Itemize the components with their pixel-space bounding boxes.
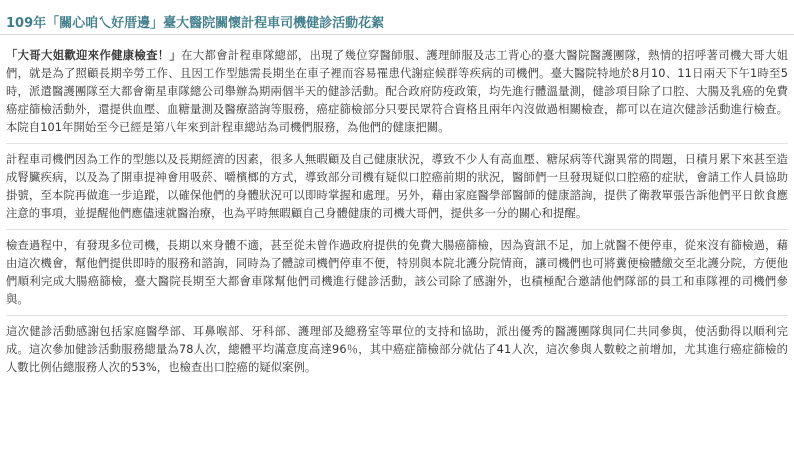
article-title: 109年「關心咱乀好厝邊」臺大醫院關懷計程車司機健診活動花絮	[6, 16, 385, 31]
paragraph-2: 計程車司機們因為工作的型態以及長期經濟的因素，很多人無暇顧及自己健康狀況，導致不少人有高血壓、糖尿病等代謝異常的問題，日積月累下來甚至造成腎臟疾病，以及為了開車提神會用吸菸、嚼檳榔的方式，導致部分司機有疑似口腔癌前期的狀況，醫師們一旦發現疑似口腔癌的症狀，會請工作人員協助掛號，至本院再做進一步追蹤，以確保他們的身體狀況可以即時掌握和處理。另外，藉由家庭醫學部醫師的健康諮詢，提供了衛教單張告訴他們平日飲食應注意的事項，並提醒他們應儘速就醫治療，也為平時無暇顧自己身體健康的司機大哥們，提供多一分的關心和提醒。	[6, 144, 788, 230]
paragraph-3: 檢查過程中，有發現多位司機，長期以來身體不適，甚至從未曾作過政府提供的免費大腸癌篩檢，因為資訊不足，加上就醫不便停車，從來沒有篩檢過，藉由這次機會，幫他們提供即時的服務和諮詢，同時為了體諒司機們停車不便，特別與本院北護分院情商，讓司機們也可將糞便檢體繳交至北護分院，方便他們順利完成大腸癌篩檢，臺大醫院長期至大都會車隊幫他們司機進行健診活動，該公司除了感謝外，也積極配合邀請他們隊部的員工和車隊裡的司機們參與。	[6, 230, 788, 316]
article-body	[6, 40, 788, 383]
paragraph-1	[6, 40, 788, 144]
title-divider	[0, 34, 794, 35]
paragraph-1-lead: 「大哥大姐歡迎來作健康檢查！」	[6, 49, 182, 62]
paragraph-1-text: 在大都會計程車隊總部，出現了幾位穿醫師服、護理師服及志工背心的臺大醫院醫護團隊，熱情的招呼著司機大哥大姐們，就是為了照顧長期辛勞工作、且因工作型態需長期坐在車子裡而容易罹患代謝症候群等疾病的司機們。臺大醫院特地於8月10、11日兩天下午1時至5時，派遣醫護團隊至大都會衛星車隊總公司舉辦為期兩個半天的健診活動。配合政府防疫政策，均先進行體溫量測，健診項目除了口腔、大腸及乳癌的免費癌症篩檢活動外，還提供血壓、血糖量測及醫療諮詢等服務，癌症篩檢部分只要民眾符合資格且兩年內沒做過相關檢查，都可以在這次健診活動進行檢查。本院自101年開始至今已經是第八年來到計程車總站為司機們服務，為他們的健康把關。	[6, 49, 788, 134]
paragraph-4: 這次健診活動感謝包括家庭醫學部、耳鼻喉部、牙科部、護理部及總務室等單位的支持和協助，派出優秀的醫護團隊與同仁共同參與，使活動得以順利完成。這次參加健診活動服務總量為78人次，總體平均滿意度高達96％，其中癌症篩檢部分就佔了41人次，這次參與人數較之前增加，尤其進行癌症篩檢的人數比例佔總服務人次的53%，也檢查出口腔癌的疑似案例。	[6, 325, 788, 374]
